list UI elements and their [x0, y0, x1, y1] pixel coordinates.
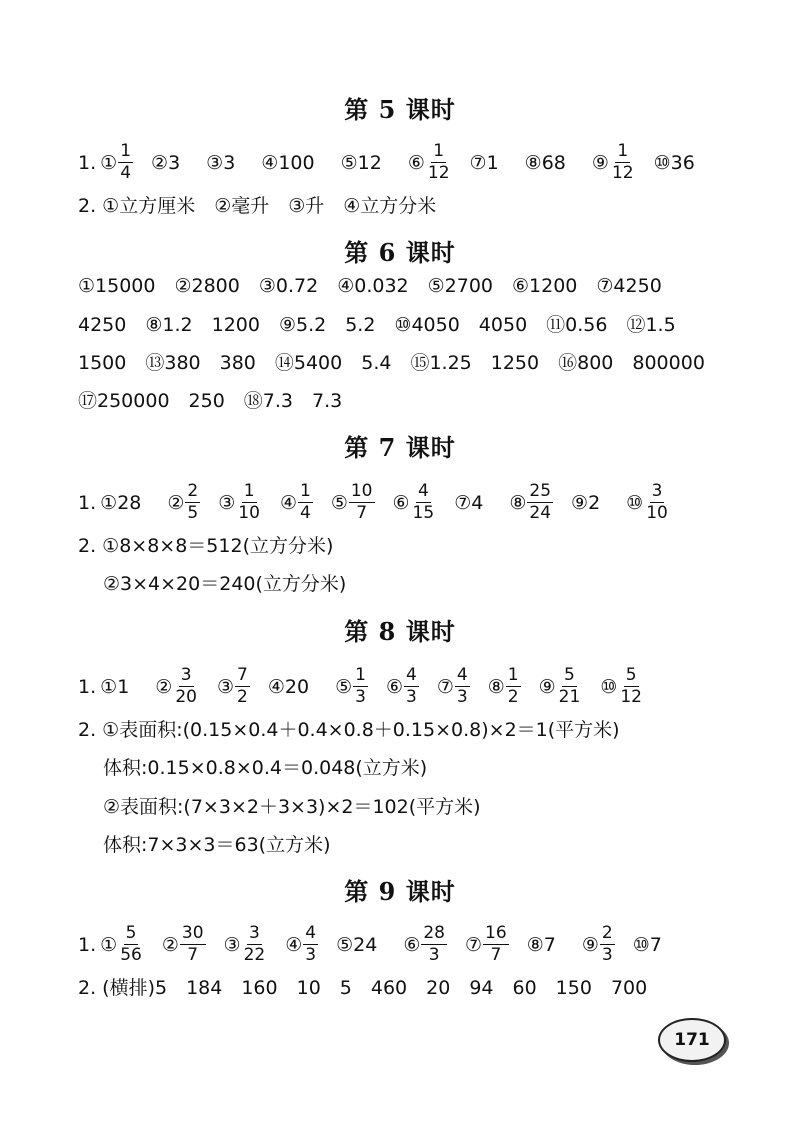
denominator: 2: [237, 687, 248, 707]
answer-item: [331, 482, 375, 523]
s8-question-2-b: 体积:0.15×0.8×0.4＝0.048(立方米): [103, 757, 428, 779]
denominator: 22: [243, 945, 266, 965]
denominator: 3: [305, 945, 317, 965]
denominator: 3: [355, 687, 366, 707]
circled-number: ⑦: [454, 491, 472, 514]
fraction: [303, 924, 318, 965]
section-title-9: 第 9 课时: [344, 877, 456, 906]
numerator: 16: [485, 923, 507, 943]
denominator: 21: [558, 687, 581, 707]
answer-item: [285, 924, 318, 965]
circled-number: ⑥: [392, 491, 410, 514]
denominator: 12: [427, 163, 450, 183]
answer-value: 100: [278, 151, 315, 174]
answer-item: [525, 151, 566, 175]
circled-number: ⑤: [335, 675, 353, 698]
answer-item: [509, 482, 553, 523]
answer-item: [218, 482, 262, 523]
circled-number: ①: [100, 933, 118, 956]
fraction: [180, 924, 206, 965]
answer-value: 24: [353, 933, 378, 956]
denominator: 10: [646, 503, 668, 523]
denominator: 7: [187, 945, 199, 965]
numerator: 1: [299, 481, 311, 501]
answer-item: [100, 924, 144, 965]
section-title-7: 第 7 课时: [344, 433, 456, 462]
fraction: [173, 666, 199, 707]
s5-question-1: [78, 142, 721, 183]
fraction: [236, 482, 262, 523]
denominator: 3: [601, 945, 613, 965]
answer-item: [592, 142, 636, 183]
answer-item: [151, 151, 180, 175]
fraction: [421, 924, 447, 965]
answer-item: [206, 151, 235, 175]
denominator: 7: [490, 945, 502, 965]
circled-number: ③: [216, 675, 235, 698]
page-number-badge: 171: [658, 1018, 726, 1062]
s8-question-2-d: 体积:7×3×3＝63(立方米): [103, 834, 331, 856]
fraction: [557, 666, 583, 707]
s6-line-1: ①15000 ②2800 ③0.72 ④0.032 ⑤2700 ⑥1200 ⑦4250: [78, 275, 662, 297]
fraction: [118, 924, 144, 965]
circled-number: ⑨: [571, 491, 589, 514]
answer-item: [654, 151, 695, 175]
denominator: 3: [406, 687, 417, 707]
circled-number: ⑩: [600, 675, 618, 698]
s5-question-2: 2. ①立方厘米 ②毫升 ③升 ④立方分米: [78, 195, 437, 217]
answer-item: [155, 666, 199, 707]
question-number: 1.: [78, 151, 97, 174]
fraction: [455, 666, 470, 707]
question-number: 1.: [78, 675, 97, 698]
answer-item: [100, 491, 141, 515]
denominator: 20: [175, 687, 197, 707]
circled-number: ⑧: [526, 933, 544, 956]
answer-item: [633, 933, 662, 957]
circled-number: ③: [223, 933, 241, 956]
fraction: [298, 482, 313, 523]
answer-item: [386, 666, 419, 707]
circled-number: ⑩: [632, 933, 650, 956]
circled-number: ④: [267, 675, 285, 698]
circled-number: ①: [100, 151, 118, 174]
denominator: 5: [187, 503, 199, 523]
fraction: [483, 924, 509, 965]
circled-number: ⑤: [330, 491, 348, 514]
circled-number: ②: [151, 151, 169, 174]
answer-item: [100, 142, 133, 183]
answer-value: 7: [543, 933, 556, 956]
circled-number: ⑩: [653, 151, 671, 174]
fraction: [118, 142, 133, 183]
denominator: 56: [120, 945, 142, 965]
answer-item: [268, 675, 309, 699]
fraction: [600, 924, 615, 965]
circled-number: ⑦: [436, 675, 454, 698]
numerator: 3: [248, 923, 260, 943]
circled-number: ⑨: [591, 151, 609, 174]
section-title-8: 第 8 课时: [344, 617, 456, 646]
answer-item: [626, 482, 670, 523]
circled-number: ⑧: [509, 491, 527, 514]
circled-number: ①: [100, 491, 118, 514]
circled-number: ⑦: [469, 151, 487, 174]
denominator: 15: [412, 503, 435, 523]
answer-value: 1: [117, 675, 130, 698]
numerator: 2: [601, 923, 613, 943]
answer-value: 2: [588, 491, 601, 514]
denominator: 4: [120, 163, 132, 183]
circled-number: ④: [261, 151, 279, 174]
denominator: 10: [238, 503, 260, 523]
circled-number: ①: [100, 675, 118, 698]
answer-item: [162, 924, 206, 965]
denominator: 24: [529, 503, 552, 523]
answer-item: [335, 666, 368, 707]
circled-number: ⑦: [465, 933, 483, 956]
denominator: 12: [611, 163, 634, 183]
fraction: [618, 666, 644, 707]
numerator: 4: [456, 665, 468, 685]
answer-item: [280, 482, 313, 523]
numerator: 3: [651, 481, 663, 501]
denominator: 3: [428, 945, 440, 965]
denominator: 2: [507, 687, 519, 707]
circled-number: ⑧: [524, 151, 542, 174]
fraction: [426, 142, 452, 183]
circled-number: ②: [167, 491, 185, 514]
circled-number: ③: [218, 491, 236, 514]
answer-value: 1: [486, 151, 499, 174]
fraction: [353, 666, 368, 707]
answer-value: 4: [471, 491, 484, 514]
section-title-5: 第 5 课时: [344, 95, 456, 124]
question-number: 1.: [78, 491, 97, 514]
answer-item: [488, 666, 521, 707]
answer-value: 68: [541, 151, 566, 174]
answer-item: [100, 675, 129, 699]
s6-line-2: 4250 ⑧1.2 1200 ⑨5.2 5.2 ⑩4050 4050 ⑪0.56 ⑫1.5: [78, 314, 676, 336]
answer-value: 20: [284, 675, 310, 698]
circled-number: ⑩: [626, 491, 644, 514]
answer-item: [261, 151, 314, 175]
circled-number: ④: [279, 491, 297, 514]
answer-item: [470, 151, 499, 175]
answer-value: 36: [670, 151, 695, 174]
circled-number: ③: [206, 151, 224, 174]
circled-number: ⑤: [336, 933, 354, 956]
circled-number: ②: [155, 675, 173, 698]
s6-line-3: 1500 ⑬380 380 ⑭5400 5.4 ⑮1.25 1250 ⑯800 800000: [78, 352, 705, 374]
answer-item: [341, 151, 382, 175]
answer-item: [336, 933, 377, 957]
numerator: 3: [180, 665, 192, 685]
answer-item: [217, 666, 250, 707]
fraction: [411, 482, 437, 523]
answer-item: [600, 666, 644, 707]
denominator: 3: [456, 687, 468, 707]
answer-item: [224, 924, 268, 965]
numerator: 1: [355, 665, 366, 685]
answer-item: [437, 666, 470, 707]
question-number: 1.: [78, 933, 97, 956]
numerator: 25: [529, 481, 552, 501]
answer-item: [582, 924, 615, 965]
s6-line-4: ⑰250000 250 ⑱7.3 7.3: [78, 390, 343, 412]
answer-item: [393, 482, 437, 523]
denominator: 12: [620, 687, 642, 707]
answer-item: [465, 924, 509, 965]
numerator: 7: [237, 665, 248, 685]
numerator: 5: [625, 665, 637, 685]
numerator: 1: [120, 141, 132, 161]
fraction: [242, 924, 268, 965]
answer-item: [167, 482, 200, 523]
numerator: 4: [305, 923, 317, 943]
answer-item: [527, 933, 556, 957]
answer-value: 3: [168, 151, 181, 174]
answer-item: [403, 924, 447, 965]
fraction: [506, 666, 521, 707]
numerator: 1: [617, 141, 629, 161]
s7-question-2-b: ②3×4×20＝240(立方分米): [103, 573, 347, 595]
circled-number: ⑤: [340, 151, 358, 174]
circled-number: ⑧: [487, 675, 505, 698]
numerator: 30: [181, 923, 204, 943]
numerator: 10: [350, 481, 373, 501]
s9-question-1: [78, 924, 688, 965]
circled-number: ⑨: [538, 675, 556, 698]
fraction: [404, 666, 419, 707]
numerator: 4: [406, 665, 417, 685]
answer-item: [408, 142, 452, 183]
fraction: [235, 666, 250, 707]
circled-number: ⑨: [581, 933, 599, 956]
numerator: 4: [417, 481, 429, 501]
fraction: [527, 482, 553, 523]
circled-number: ⑥: [407, 151, 425, 174]
s8-question-2-c: ②表面积:(7×3×2＋3×3)×2＝102(平方米): [103, 796, 481, 818]
fraction: [185, 482, 200, 523]
circled-number: ⑥: [403, 933, 421, 956]
circled-number: ④: [285, 933, 303, 956]
numerator: 1: [433, 141, 445, 161]
answer-value: 28: [117, 491, 142, 514]
fraction: [644, 482, 670, 523]
answer-item: [539, 666, 583, 707]
circled-number: ⑥: [385, 675, 403, 698]
answer-item: [454, 491, 483, 515]
numerator: 1: [243, 481, 255, 501]
fraction: [349, 482, 375, 523]
numerator: 2: [187, 481, 199, 501]
s9-question-2: 2. (横排)5 184 160 10 5 460 20 94 60 150 700: [78, 977, 648, 999]
denominator: 4: [299, 503, 311, 523]
s8-question-1: [78, 666, 662, 707]
numerator: 5: [564, 665, 575, 685]
answer-value: 12: [357, 151, 382, 174]
fraction: [610, 142, 636, 183]
answer-item: [571, 491, 600, 515]
denominator: 7: [356, 503, 368, 523]
circled-number: ②: [161, 933, 179, 956]
numerator: 5: [125, 923, 137, 943]
numerator: 1: [507, 665, 519, 685]
numerator: 28: [423, 923, 445, 943]
s7-question-2-a: 2. ①8×8×8＝512(立方分米): [78, 535, 334, 557]
answer-value: 3: [223, 151, 236, 174]
s8-question-2-a: 2. ①表面积:(0.15×0.4＋0.4×0.8＋0.15×0.8)×2＝1(平方米): [78, 719, 620, 741]
answer-value: 7: [649, 933, 662, 956]
section-title-6: 第 6 课时: [344, 238, 456, 267]
s7-question-1: [78, 482, 688, 523]
